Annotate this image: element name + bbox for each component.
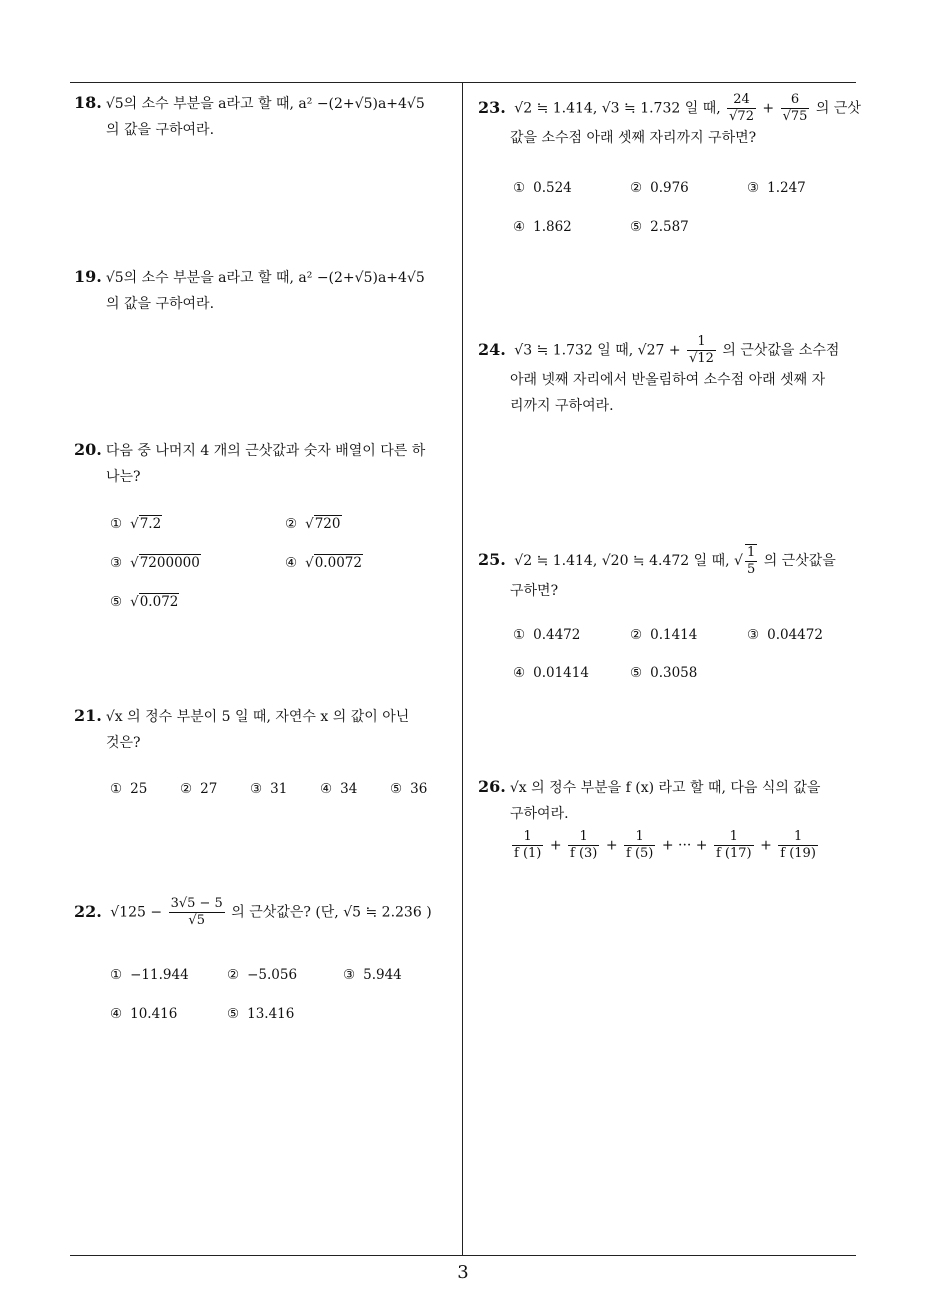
- question-19: [74, 264, 459, 317]
- column-divider: [462, 82, 463, 1256]
- question-21: [74, 703, 459, 756]
- question-number: 26.: [478, 777, 506, 796]
- question-text: √x 의 정수 부분이 5 일 때, 자연수 x 의 값이 아닌: [105, 709, 410, 725]
- question-text: 다음 중 나머지 4 개의 근삿값과 숫자 배열이 다른 하: [105, 443, 426, 459]
- option[interactable]: ⑤ 36: [390, 781, 428, 797]
- fraction: $\frac{1}{f (3)}$: [570, 829, 598, 861]
- option[interactable]: ② 0.1414: [630, 627, 698, 643]
- option[interactable]: ① −11.944: [110, 967, 189, 983]
- expression-lead: √2 ≒ 1.414, √3 ≒ 1.732 일 때,: [514, 100, 721, 117]
- option[interactable]: ④ 34: [320, 781, 358, 797]
- question-number: 19.: [74, 267, 102, 286]
- question-text: 의 근삿값을: [763, 553, 836, 569]
- top-rule: [70, 82, 856, 83]
- option[interactable]: ③ 1.247: [747, 180, 806, 196]
- question-text-cont: 의 값을 구하여라.: [106, 296, 215, 312]
- question-text: √5의 소수 부분을 a라고 할 때, a² −(2+√5)a+4√5: [105, 270, 425, 286]
- question-text-cont: 것은?: [106, 735, 141, 751]
- question-22: [74, 896, 459, 929]
- option[interactable]: ⑤ √0.072: [110, 594, 179, 610]
- fraction: $\frac{3√5 - 5}{√5}$: [170, 896, 223, 928]
- option[interactable]: ② 0.976: [630, 180, 689, 196]
- option[interactable]: ① √7.2: [110, 516, 162, 532]
- fraction: $\frac{1}{f (1)}$: [514, 829, 542, 861]
- fraction: $\frac{1}{f (5)}$: [626, 829, 654, 861]
- option[interactable]: ⑤ 13.416: [227, 1006, 295, 1022]
- fraction: $\frac{6}{√75}$: [782, 92, 808, 124]
- question-number: 18.: [74, 93, 102, 112]
- option[interactable]: ⑤ 2.587: [630, 219, 689, 235]
- question-24: [478, 334, 863, 419]
- question-18: [74, 90, 459, 143]
- question-text-cont: 리까지 구하여라.: [510, 398, 614, 414]
- question-25: [478, 544, 863, 604]
- question-number: 24.: [478, 339, 506, 359]
- question-text: √5의 소수 부분을 a라고 할 때, a² −(2+√5)a+4√5: [105, 96, 425, 112]
- question-number: 21.: [74, 706, 102, 725]
- option[interactable]: ④ 0.01414: [513, 665, 589, 681]
- expression-lead: √3 ≒ 1.732 일 때, √27 +: [514, 342, 681, 359]
- question-number: 20.: [74, 440, 102, 459]
- option[interactable]: ① 0.524: [513, 180, 572, 196]
- option[interactable]: ② √720: [285, 516, 341, 532]
- question-text: 의 근삿값은? (단, √5 ≒ 2.236 ): [231, 904, 432, 921]
- option[interactable]: ③ 0.04472: [747, 627, 823, 643]
- option[interactable]: ③ 31: [250, 781, 288, 797]
- option[interactable]: ① 25: [110, 781, 148, 797]
- option[interactable]: ④ 1.862: [513, 219, 572, 235]
- question-23: 23. √2 ≒ 1.414, √3 ≒ 1.732 일 때, $\frac{24}{√72}$ + $\frac{6}{√75}$ 의 근삿 값을 소수점 아래 셋째 자리까지 구하면?: [478, 92, 863, 151]
- sum-expression: $\frac{1}{f (1)}$ + $\frac{1}{f (3)}$ + $\frac{1}{f (5)}$ + ··· + $\frac{1}{f (17)}$ + $\frac{1}{f (19)}$: [514, 829, 816, 861]
- option[interactable]: ④ 10.416: [110, 1006, 178, 1022]
- fraction: $\frac{1}{√12}$: [689, 334, 714, 366]
- question-number: 25.: [478, 550, 506, 569]
- page-number: 3: [457, 1262, 469, 1283]
- option[interactable]: ① 0.4472: [513, 627, 581, 643]
- question-text-cont: 구하여라.: [510, 806, 569, 822]
- question-26: [478, 774, 863, 862]
- expression-lead: √2 ≒ 1.414, √20 ≒ 4.472 일 때,: [514, 553, 730, 569]
- question-text-cont: 값을 소수점 아래 셋째 자리까지 구하면?: [510, 130, 757, 146]
- question-text-cont: 아래 넷째 자리에서 반올림하여 소수점 아래 셋째 자: [510, 372, 826, 388]
- option[interactable]: ③ 5.944: [343, 967, 402, 983]
- option[interactable]: ③ √7200000: [110, 555, 200, 571]
- option[interactable]: ② −5.056: [227, 967, 298, 983]
- expression-lead: √125 −: [110, 904, 163, 921]
- question-number: 22.: [74, 901, 102, 921]
- question-number: 23.: [478, 97, 506, 117]
- question-text-cont: 구하면?: [510, 583, 559, 599]
- option[interactable]: ② 27: [180, 781, 218, 797]
- option[interactable]: ④ √0.0072: [285, 555, 362, 571]
- question-text: 의 근삿값을 소수점: [722, 342, 840, 359]
- fraction: $\frac{24}{√72}$: [729, 92, 754, 124]
- question-text: √x 의 정수 부분을 f (x) 라고 할 때, 다음 식의 값을: [509, 780, 821, 796]
- fraction: $\frac{1}{f (19)}$: [780, 829, 816, 861]
- option[interactable]: ⑤ 0.3058: [630, 665, 698, 681]
- bottom-rule: [70, 1255, 856, 1256]
- question-text-cont: 의 값을 구하여라.: [106, 122, 215, 138]
- fraction: $\frac{1}{f (17)}$: [715, 829, 752, 861]
- question-text: 의 근삿: [815, 100, 861, 117]
- question-20: [74, 437, 459, 490]
- question-text-cont: 나는?: [106, 469, 141, 485]
- radical-fraction: √ $\frac{1}{5}$: [734, 545, 756, 577]
